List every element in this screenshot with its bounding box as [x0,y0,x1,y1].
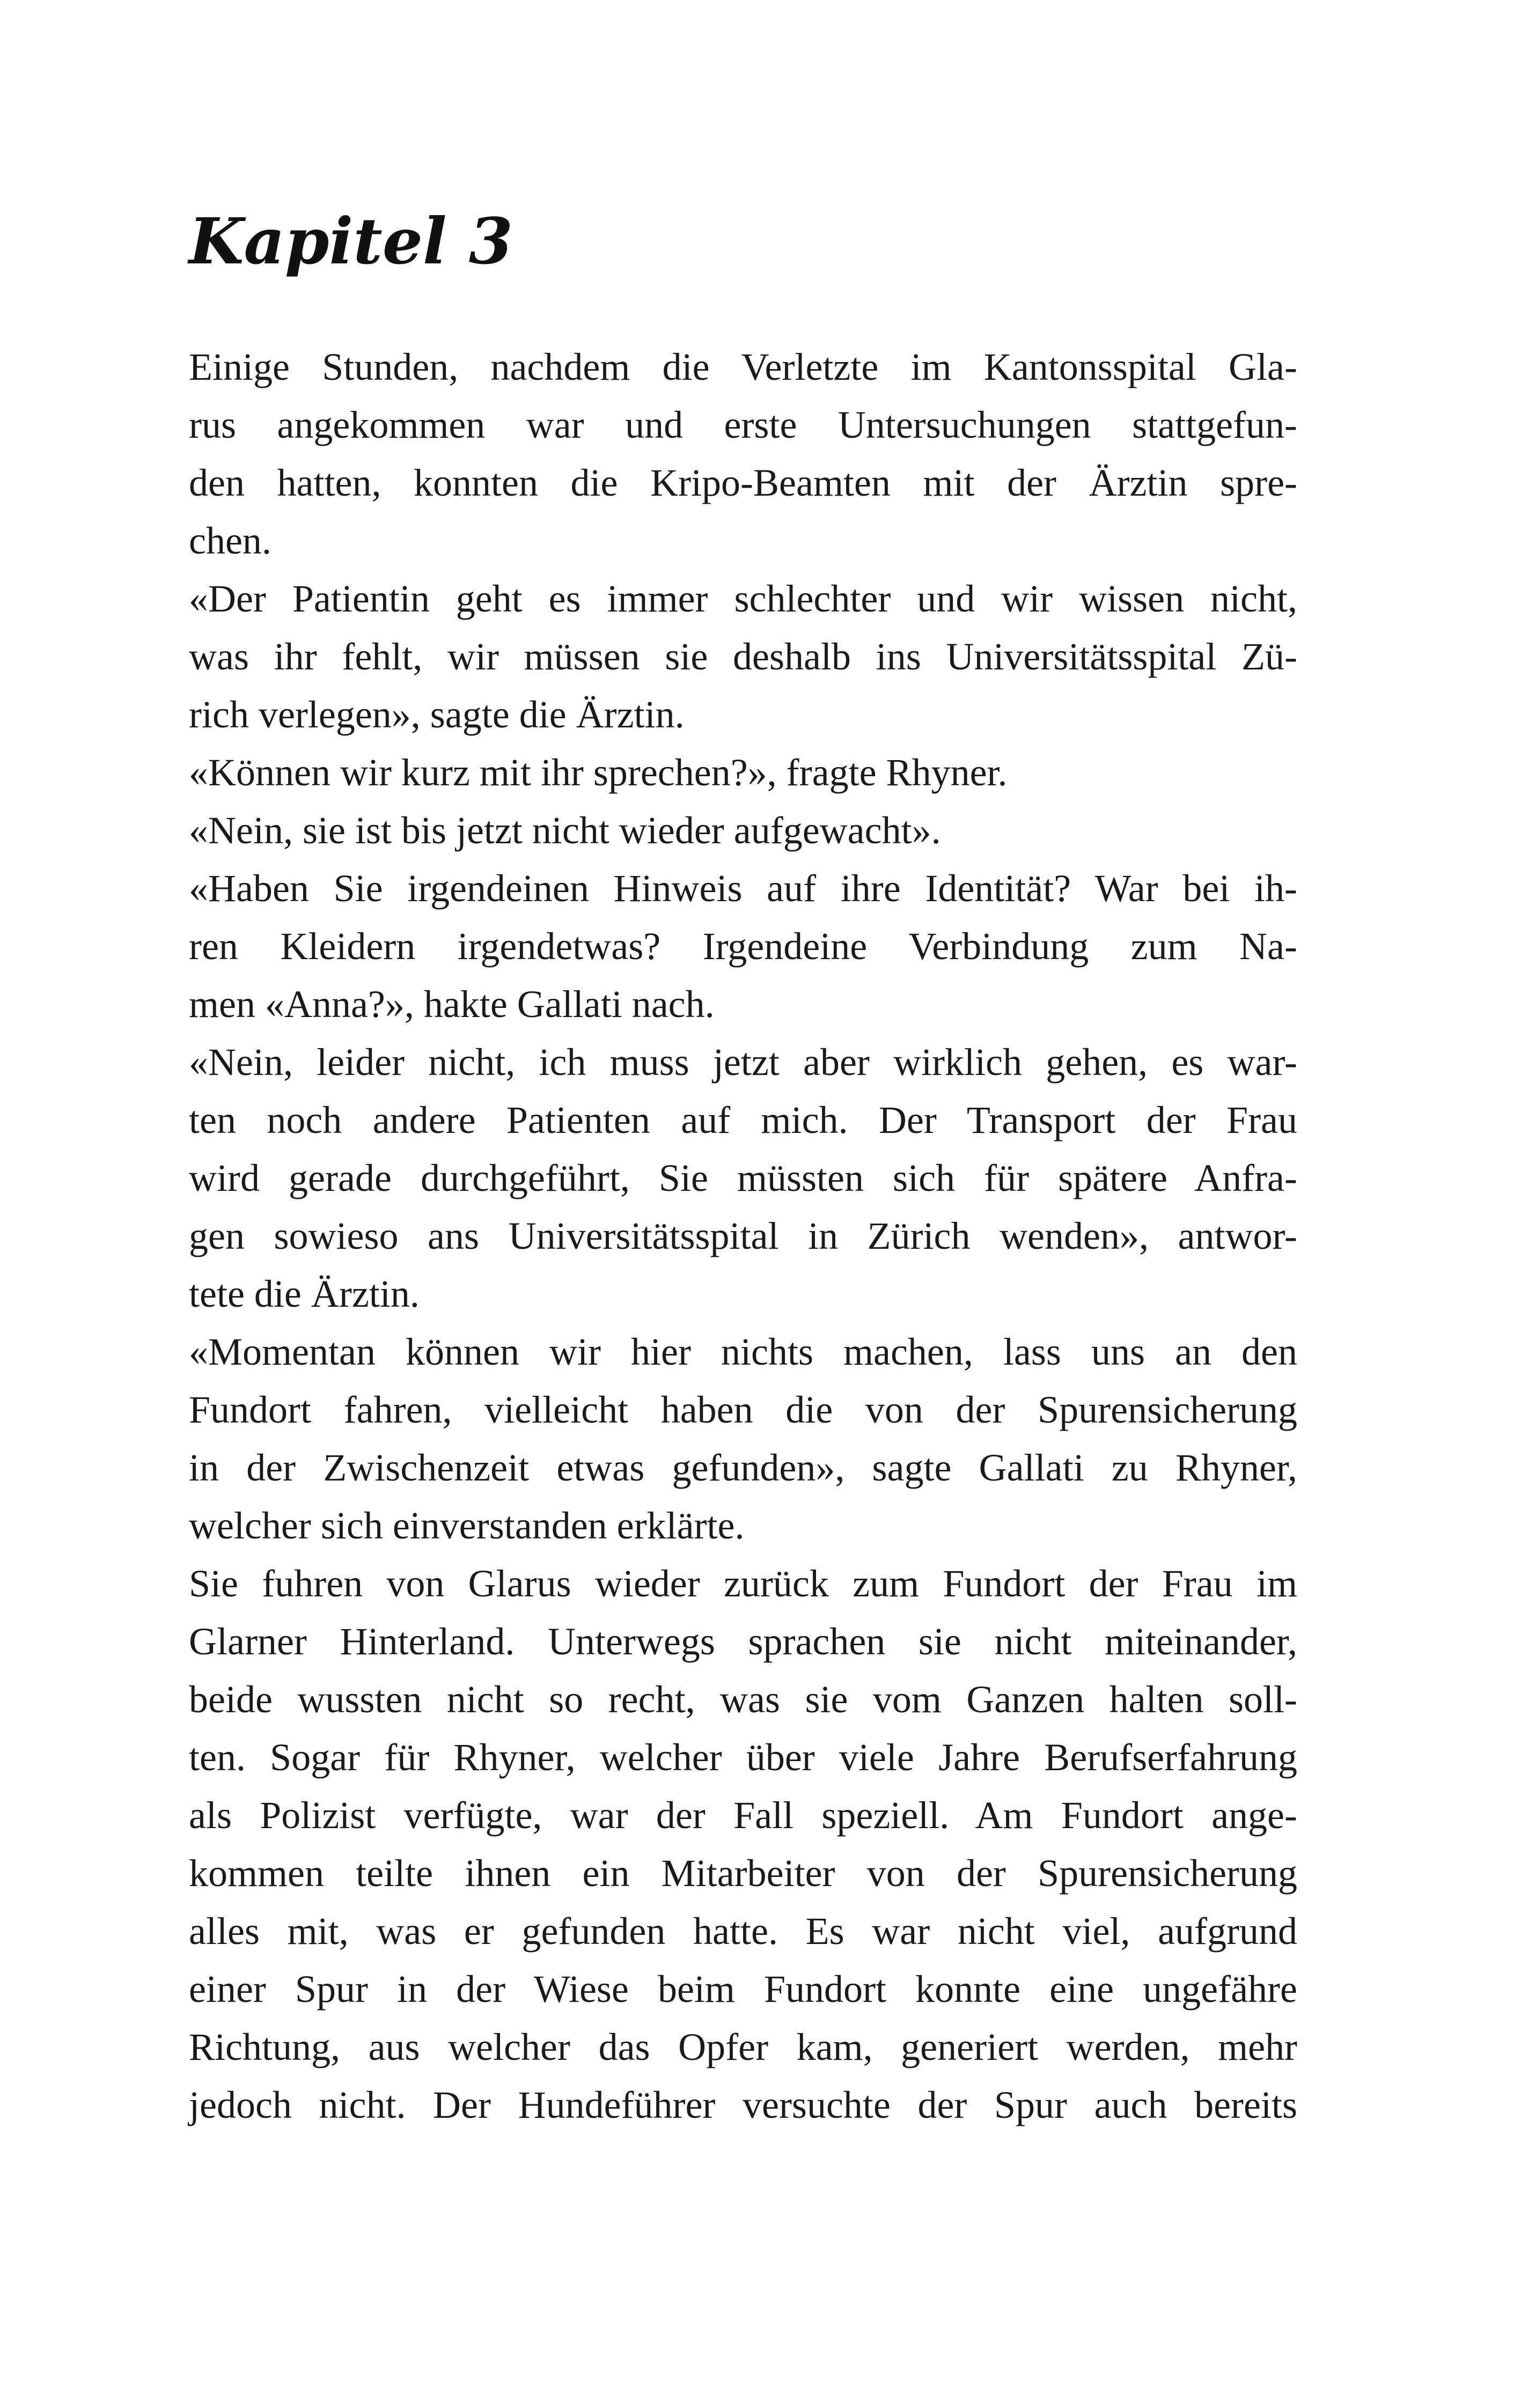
text-line: in der Zwischenzeit etwas gefunden», sagte Gallati zu Rhyner, [189,1446,1297,1489]
text-line: Sie fuhren von Glarus wieder zurück zum Fundort der Frau im [189,1562,1297,1605]
text-line: gen sowieso ans Universitätsspital in Zürich wenden», antwor- [189,1214,1297,1257]
text-line: beide wussten nicht so recht, was sie vom Ganzen halten soll- [189,1678,1297,1721]
text-line: ten noch andere Patienten auf mich. Der Transport der Frau [189,1099,1297,1142]
text-line: als Polizist verfügte, war der Fall speziell. Am Fundort ange- [189,1794,1297,1837]
text-line: Fundort fahren, vielleicht haben die von der Spurensicherung [189,1388,1297,1431]
paragraph [189,859,1297,1033]
text-line: rus angekommen war und erste Untersuchungen stattgefun- [189,403,1297,446]
paragraph [189,570,1297,743]
text-line: Glarner Hinterland. Unterwegs sprachen sie nicht miteinander, [189,1620,1297,1663]
text-line: «Nein, sie ist bis jetzt nicht wieder aufgewacht». [189,809,941,852]
paragraph [189,801,1297,859]
text-line: ten. Sogar für Rhyner, welcher über viele Jahre Berufserfahrung [189,1736,1297,1779]
text-line: «Nein, leider nicht, ich muss jetzt aber wirklich gehen, es war- [189,1041,1297,1084]
text-line: chen. [189,519,271,562]
text-line: rich verlegen», sagte die Ärztin. [189,693,685,736]
text-line: welcher sich einverstanden erklärte. [189,1504,745,1547]
text-line: was ihr fehlt, wir müssen sie deshalb ins Universitätsspital Zü- [189,635,1297,678]
paragraph [189,1033,1297,1323]
text-line: kommen teilte ihnen ein Mitarbeiter von der Spurensicherung [189,1852,1297,1895]
text-line: Richtung, aus welcher das Opfer kam, generiert werden, mehr [189,2026,1297,2068]
text-line: «Der Patientin geht es immer schlechter und wir wissen nicht, [189,577,1297,620]
text-line: «Können wir kurz mit ihr sprechen?», fragte Rhyner. [189,751,1008,794]
text-line: einer Spur in der Wiese beim Fundort konnte eine ungefähre [189,1968,1297,2011]
paragraph [189,338,1297,570]
text-line: wird gerade durchgeführt, Sie müssten sich für spätere Anfra- [189,1157,1297,1199]
text-line: alles mit, was er gefunden hatte. Es war nicht viel, aufgrund [189,1910,1297,1953]
paragraph [189,1323,1297,1555]
chapter-body-text [189,338,1297,2134]
text-line: Einige Stunden, nachdem die Verletzte im Kantonsspital Gla- [189,345,1297,388]
paragraph [189,743,1297,801]
text-line: tete die Ärztin. [189,1272,420,1315]
paragraph [189,1555,1297,2134]
chapter-title: Kapitel 3 [189,204,513,278]
text-line: ren Kleidern irgendetwas? Irgendeine Verbindung zum Na- [189,925,1297,968]
text-line: jedoch nicht. Der Hundeführer versuchte der Spur auch bereits [189,2083,1297,2126]
text-line: den hatten, konnten die Kripo-Beamten mit der Ärztin spre- [189,461,1297,504]
text-line: men «Anna?», hakte Gallati nach. [189,983,715,1026]
text-line: «Haben Sie irgendeinen Hinweis auf ihre Identität? War bei ih- [189,867,1297,910]
text-line: «Momentan können wir hier nichts machen, lass uns an den [189,1330,1297,1373]
